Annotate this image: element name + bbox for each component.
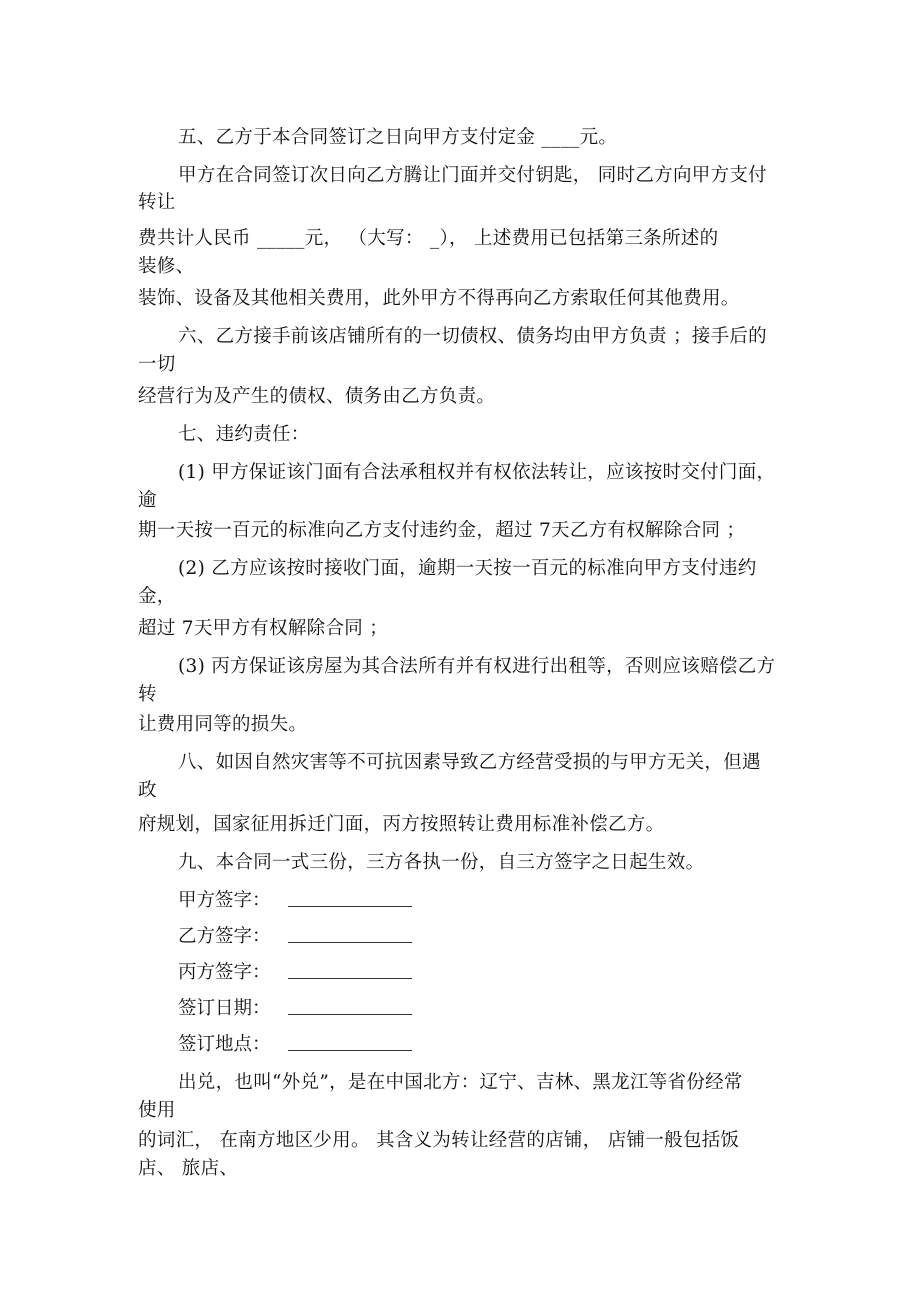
text-line: 期一天按一百元的标准向乙方支付违约金，超过 7天乙方有权解除合同 ； — [138, 520, 746, 541]
text-line: 七、违约责任： — [178, 424, 310, 445]
text-line: 六、乙方接手前该店铺所有的一切债权、债务均由甲方负责 ；接手后的 — [178, 326, 767, 347]
text-line: 八、如因自然灾害等不可抗因素导致乙方经营受损的与甲方无关，但遇 — [178, 752, 761, 773]
signature-blank-line — [288, 906, 412, 907]
text-line: (1) 甲方保证该门面有合法承租权并有权依法转让，应该按时交付门面， — [178, 462, 776, 483]
text-line: 逾 — [138, 490, 157, 511]
signature-label: 乙方签字： — [178, 926, 271, 947]
text-line: (3) 丙方保证该房屋为其合法所有并有权进行出租等，否则应该赔偿乙方 — [178, 656, 776, 677]
text-line: 店、 旅店、 — [138, 1158, 239, 1179]
text-line: 一切 — [138, 354, 176, 375]
text-line: 装饰、设备及其他相关费用，此外甲方不得再向乙方索取任何其他费用。 — [138, 288, 740, 309]
text-line: 甲方在合同签订次日向乙方腾让门面并交付钥匙， 同时乙方向甲方支付 — [178, 165, 767, 186]
text-line: 政 — [138, 780, 157, 801]
text-line: (2) 乙方应该按时接收门面，逾期一天按一百元的标准向甲方支付违约 — [178, 558, 757, 579]
text-line: 让费用同等的损失。 — [138, 714, 308, 735]
text-line: 府规划，国家征用拆迁门面，丙方按照转让费用标准补偿乙方。 — [138, 814, 665, 835]
text-line: 使用 — [138, 1100, 176, 1121]
signature-blank-line — [288, 978, 412, 979]
signature-label: 签订地点： — [178, 1034, 271, 1055]
text-line: 出兑，也叫“外兑”，是在中国北方：辽宁、吉林、黑龙江等省份经常 — [178, 1072, 743, 1093]
text-line: 九、本合同一式三份，三方各执一份，自三方签字之日起生效。 — [178, 852, 705, 873]
text-line: 经营行为及产生的债权、债务由乙方负责。 — [138, 386, 496, 407]
signature-blank-line — [288, 1050, 412, 1051]
text-line: 五、乙方于本合同签订之日向甲方支付定金 ____元。 — [178, 127, 618, 148]
signature-label: 丙方签字： — [178, 962, 271, 983]
text-line: 金， — [138, 586, 176, 607]
text-line: 费共计人民币 _____元， （大写： _）， 上述费用已包括第三条所述的 — [138, 228, 719, 249]
signature-blank-line — [288, 942, 412, 943]
text-line: 的词汇， 在南方地区少用。 其含义为转让经营的店铺， 店铺一般包括饭 — [138, 1130, 740, 1151]
signature-label: 甲方签字： — [178, 890, 271, 911]
text-line: 装修、 — [138, 256, 195, 277]
text-line: 转让 — [138, 192, 176, 213]
signature-label: 签订日期： — [178, 998, 271, 1019]
signature-blank-line — [288, 1014, 412, 1015]
text-line: 转 — [138, 684, 157, 705]
text-line: 超过 7天甲方有权解除合同 ； — [138, 618, 389, 639]
